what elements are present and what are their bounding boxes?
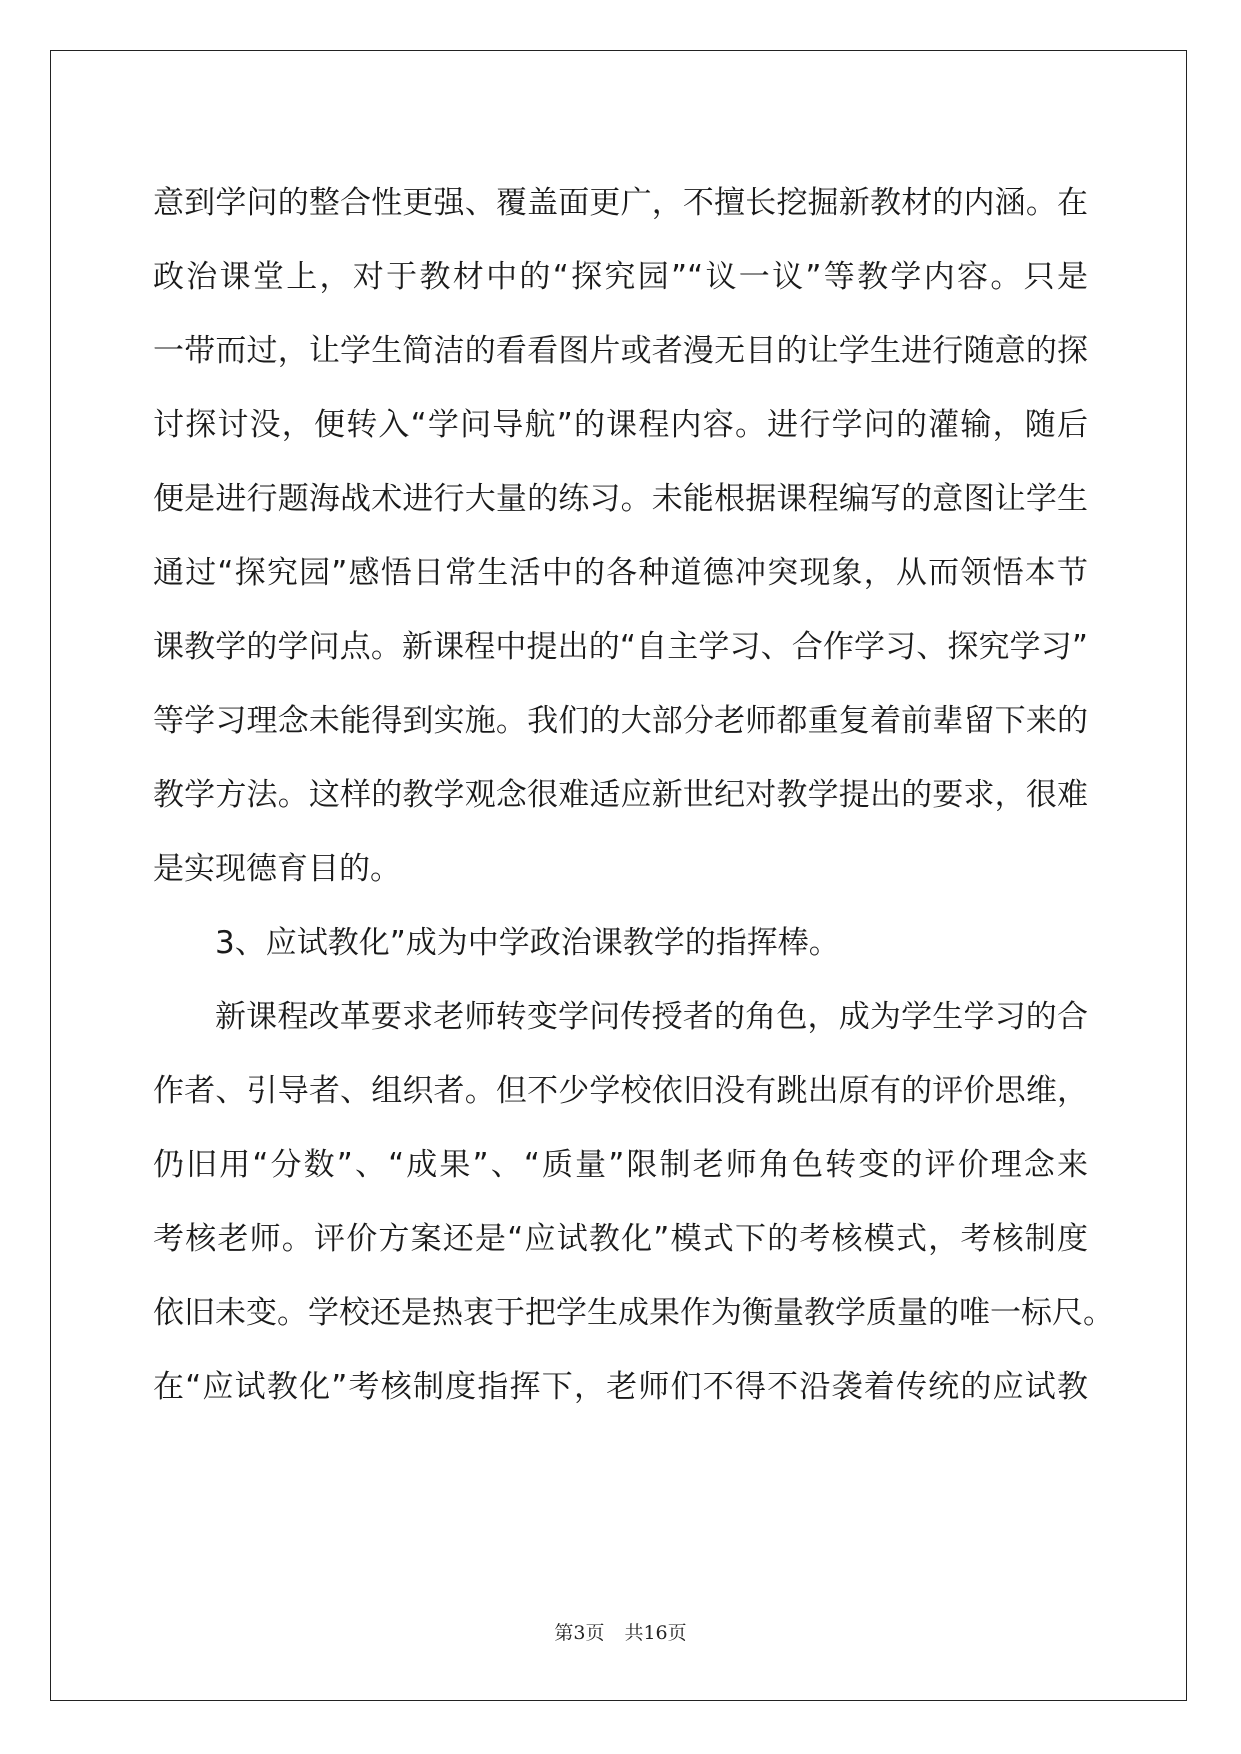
text-line-7: 课教学的学问点。新课程中提出的“自主学习、合作学习、探究学习” — [153, 629, 1088, 665]
total-pages: 共16页 — [624, 1622, 687, 1644]
page-number: 第3页 — [554, 1622, 605, 1644]
text-line-5: 便是进行题海战术进行大量的练习。未能根据课程编写的意图让学生 — [153, 481, 1088, 517]
text-line-3: 一带而过，让学生简洁的看看图片或者漫无目的让学生进行随意的探 — [153, 333, 1088, 369]
page-footer — [0, 1618, 1241, 1645]
text-line-15: 考核老师。评价方案还是“应试教化”模式下的考核模式，考核制度 — [153, 1221, 1088, 1257]
document-body — [153, 166, 1114, 1424]
text-line-1: 意到学问的整合性更强、覆盖面更广，不擅长挖掘新教材的内涵。在 — [153, 185, 1088, 221]
text-line-10: 是实现德育目的。 — [153, 851, 401, 887]
text-line-6: 通过“探究园”感悟日常生活中的各种道德冲突现象，从而领悟本节 — [153, 555, 1088, 591]
text-line-2: 政治课堂上，对于教材中的“探究园”“议一议”等教学内容。只是 — [153, 259, 1088, 295]
section-heading: 3、应试教化”成为中学政治课教学的指挥棒。 — [215, 925, 840, 961]
text-line-8: 等学习理念未能得到实施。我们的大部分老师都重复着前辈留下来的 — [153, 703, 1088, 739]
text-line-14: 仍旧用“分数”、“成果”、“质量”限制老师角色转变的评价理念来 — [153, 1147, 1088, 1183]
paragraph-start-line: 新课程改革要求老师转变学问传授者的角色，成为学生学习的合 — [215, 999, 1088, 1035]
text-line-4: 讨探讨没，便转入“学问导航”的课程内容。进行学问的灌输，随后 — [153, 407, 1088, 443]
text-line-13: 作者、引导者、组织者。但不少学校依旧没有跳出原有的评价思维， — [153, 1073, 1088, 1109]
text-line-9: 教学方法。这样的教学观念很难适应新世纪对教学提出的要求，很难 — [153, 777, 1088, 813]
text-line-16: 依旧未变。学校还是热衷于把学生成果作为衡量教学质量的唯一标尺。 — [153, 1295, 1114, 1331]
text-line-17: 在“应试教化”考核制度指挥下，老师们不得不沿袭着传统的应试教 — [153, 1369, 1088, 1405]
